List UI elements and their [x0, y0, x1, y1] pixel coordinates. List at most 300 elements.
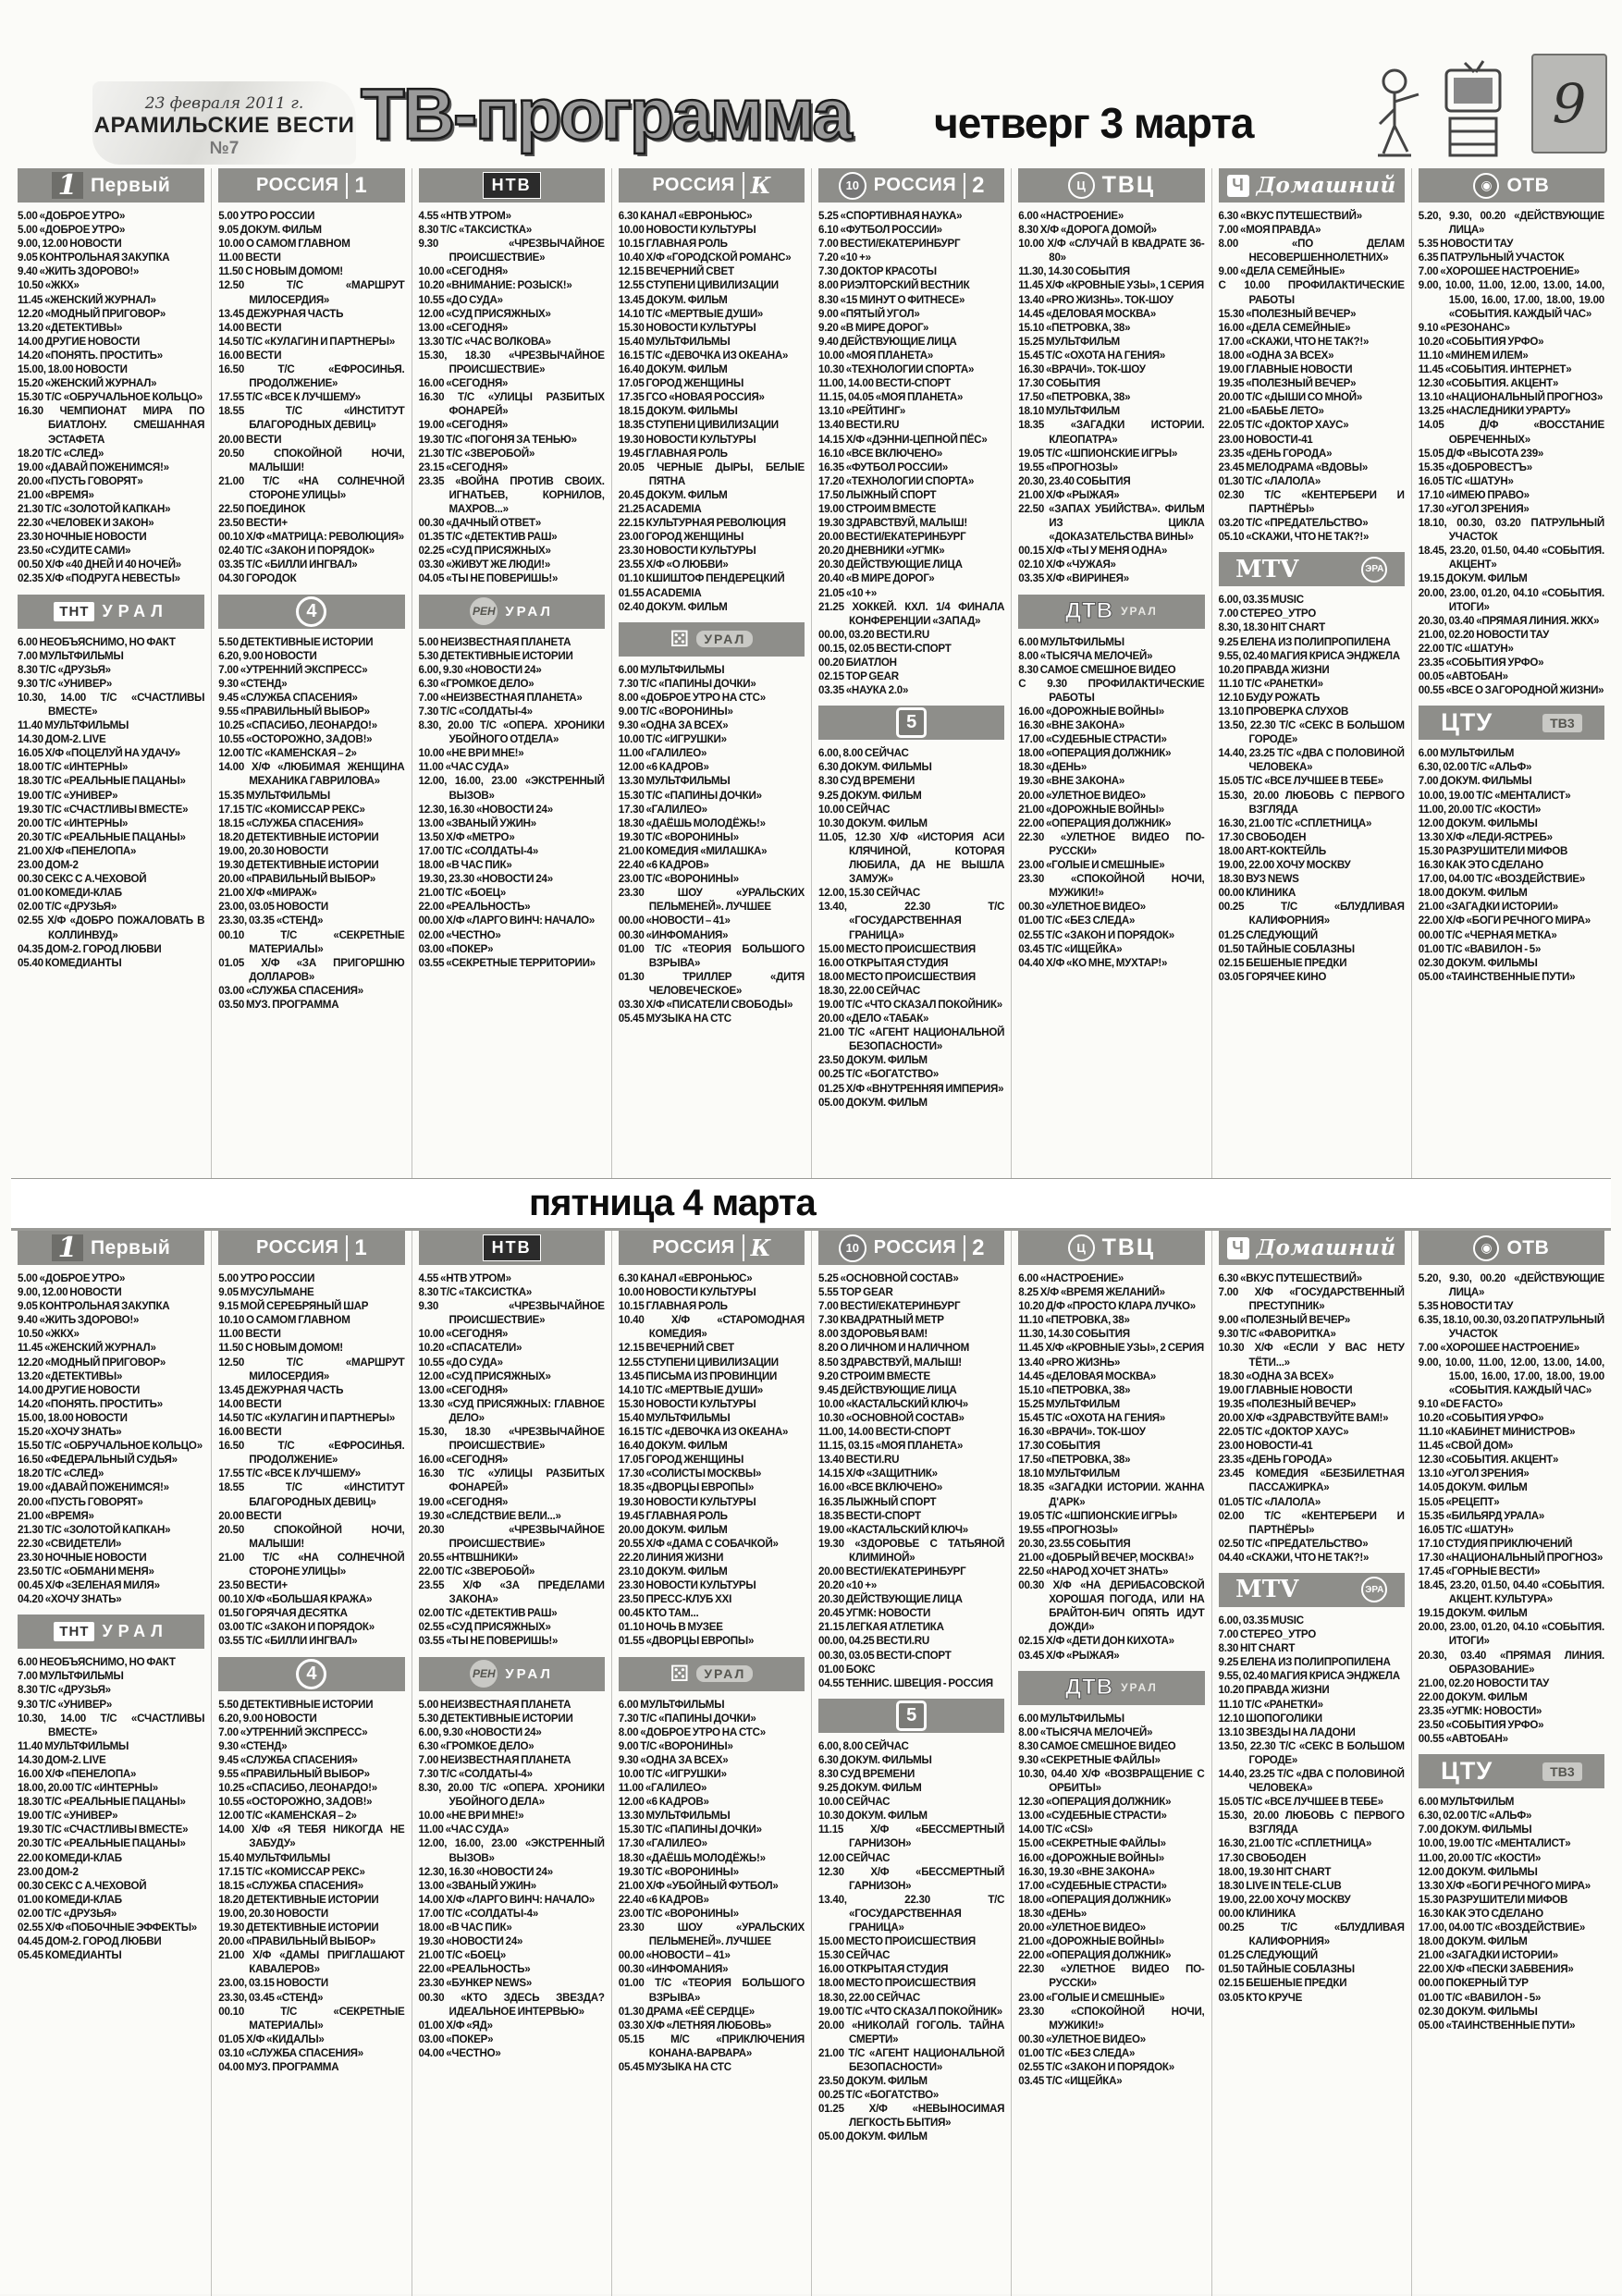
- program-entry: 10.55 «ОСТОРОЖНО, ЗАДОВ!»: [218, 1796, 373, 1809]
- program-entry: 19.30 Т/С «ВОРОНИНЫ»: [618, 830, 739, 843]
- rossiya2-logo-icon: 10: [839, 1234, 866, 1262]
- program-column: [811, 168, 1011, 1178]
- channel-name: УРАЛ: [505, 1665, 553, 1682]
- program-entry: 14.45 «ДЕЛОВАЯ МОСКВА»: [1018, 1369, 1157, 1382]
- program-entry: 03.05 ГОРЯЧЕЕ КИНО: [1218, 970, 1327, 983]
- program-entry: 22.00 ДОКУМ. ФИЛЬМ: [1418, 1690, 1528, 1703]
- program-list: [1018, 1271, 1204, 1663]
- program-entry: 01.30 ДРАМА «ЕЁ СЕРДЦЕ»: [618, 2005, 756, 2018]
- program-entry: 00.00, 04.25 ВЕСТИ.RU: [818, 1635, 930, 1648]
- program-entry: 18.00 «В ЧАС ПИК»: [418, 1922, 512, 1934]
- channel-block: [1419, 1754, 1604, 2032]
- program-entry: 02.40 ДОКУМ. ФИЛЬМ: [618, 600, 728, 613]
- program-entry: 16.40 ДОКУМ. ФИЛЬМ: [618, 1440, 728, 1453]
- day-banner-friday: пятница 4 марта: [529, 1183, 816, 1223]
- program-entry: 22.50 «ЗАПАХ УБИЙСТВА». ФИЛЬМ ИЗ ЦИКЛА «ДОКАЗАТЕЛЬСТВА ВИНЫ»: [1018, 502, 1205, 544]
- program-entry: 19.55 «ПРОГНОЗЫ»: [1018, 1523, 1118, 1536]
- program-entry: 00.30 СЕКС С А.ЧЕХОВОЙ: [18, 1879, 147, 1892]
- program-entry: 03.20 Т/С «ПРЕДАТЕЛЬСТВО»: [1218, 517, 1369, 530]
- program-entry: 18.00, 20.00 Т/С «ИНТЕРНЫ»: [18, 1782, 158, 1795]
- channel-block: [818, 168, 1004, 697]
- channel-block: [1219, 552, 1405, 984]
- channel-header: [818, 706, 1004, 740]
- program-entry: 16.30, 21.00 Т/С «СПЛЕТНИЦА»: [1218, 1837, 1372, 1850]
- program-entry: 10.30, 14.00 Т/С «СЧАСТЛИВЫ ВМЕСТЕ»: [18, 691, 205, 718]
- program-entry: 00.00 КЛИНИКА: [1218, 887, 1296, 900]
- program-entry: 21.00 «ВРЕМЯ»: [18, 488, 94, 501]
- program-entry: 23.35 «ДЕНЬ ГОРОДА»: [1218, 447, 1333, 460]
- channel-name: УРАЛ: [696, 631, 753, 647]
- program-entry: 8.00 РИЭЛТОРСКИЙ ВЕСТНИК: [818, 279, 970, 292]
- program-entry: 23.30 НОЧНЫЕ НОВОСТИ: [18, 531, 147, 544]
- program-entry: 18.10 МУЛЬТФИЛЬМ: [1018, 405, 1120, 418]
- program-entry: 00.15 Х/Ф «ТЫ У МЕНЯ ОДНА»: [1018, 545, 1168, 558]
- program-entry: 20.00 «ДЕЛО «ТАБАК»: [818, 1013, 929, 1025]
- program-entry: 17.30 «УГОЛ ЗРЕНИЯ»: [1418, 502, 1530, 515]
- program-entry: 02.55 Т/С «ЗАКОН И ПОРЯДОК»: [1018, 2060, 1174, 2073]
- program-entry: 13.40 «PRO ЖИЗНЬ». ТОК-ШОУ: [1018, 293, 1173, 306]
- program-entry: 14.05 Д/Ф «ВОССТАНИЕ ОБРЕЧЕННЫХ»: [1418, 419, 1604, 446]
- friday-banner-band: [11, 1178, 1611, 1231]
- program-entry: 18.45, 23.20, 01.50, 04.40 «СОБЫТИЯ. АКЦЕНТ. КУЛЬТУРА»: [1418, 1579, 1604, 1606]
- program-entry: 04.55 ТЕННИС. ШВЕЦИЯ - РОССИЯ: [818, 1676, 993, 1689]
- program-entry: 10.00 О САМОМ ГЛАВНОМ: [218, 238, 350, 251]
- program-entry: 10.00 НОВОСТИ КУЛЬТУРЫ: [618, 224, 756, 237]
- program-entry: 22.40 «6 КАДРОВ»: [618, 859, 709, 872]
- program-entry: 20.50 СПОКОЙНОЙ НОЧИ, МАЛЫШИ!: [218, 447, 405, 473]
- program-entry: 23.55 Х/Ф «О ЛЮБВИ»: [618, 559, 729, 571]
- program-entry: 14.00 Х/Ф «ЛАРГО ВИНЧ: НАЧАЛО»: [418, 1893, 596, 1906]
- program-entry: 16.35 ЛЫЖНЫЙ СПОРТ: [818, 1495, 937, 1508]
- program-entry: 16.50 Т/С «ЕФРОСИНЬЯ. ПРОДОЛЖЕНИЕ»: [218, 1440, 405, 1467]
- newspaper-name: АРАМИЛЬСКИЕ ВЕСТИ: [93, 113, 355, 138]
- program-entry: 20.00 «УЛЕТНОЕ ВИДЕО»: [1018, 789, 1146, 802]
- program-entry: 21.30 Т/С «ЗВЕРОБОЙ»: [418, 447, 535, 460]
- program-entry: 7.00 ВЕСТИ/ЕКАТЕРИНБУРГ: [818, 1300, 961, 1313]
- channel-header: [1219, 1231, 1405, 1265]
- program-entry: 19.30 «СЛЕДСТВИЕ ВЕЛИ...»: [418, 1509, 561, 1522]
- program-entry: 9.25 ЕЛЕНА ИЗ ПОЛИПРОПИЛЕНА: [1218, 635, 1391, 648]
- ctu-logo-icon: ЦТУ: [1441, 1757, 1493, 1786]
- program-entry: 00.30 «УЛЕТНОЕ ВИДЕО»: [1018, 901, 1146, 914]
- program-entry: 21.00 Х/Ф «РЫЖАЯ»: [1018, 488, 1120, 501]
- channel-name: Домашний: [1256, 173, 1396, 198]
- program-entry: 17.30 «ГАЛИЛЕО»: [618, 803, 707, 816]
- program-entry: 04.20 «ХОЧУ ЗНАТЬ»: [18, 1593, 122, 1606]
- program-entry: 11.05, 12.30 Х/Ф «ИСТОРИЯ АСИ КЛЯЧИНОЙ, КОТОРАЯ ЛЮБИЛА, ДА НЕ ВЫШЛА ЗАМУЖ»: [818, 830, 1005, 886]
- ch5-logo-icon: 5: [896, 707, 927, 738]
- program-entry: 05.45 МУЗЫКА НА СТС: [618, 2060, 731, 2073]
- program-entry: 6.35, 18.10, 00.30, 03.20 ПАТРУЛЬНЫЙ УЧАСТОК: [1418, 1314, 1604, 1341]
- channel-header: [619, 1657, 805, 1691]
- program-entry: 00.30 СЕКС С А.ЧЕХОВОЙ: [18, 873, 147, 886]
- program-entry: 9.05 КОНТРОЛЬНАЯ ЗАКУПКА: [18, 1300, 170, 1313]
- program-entry: 20.55 Х/Ф «ДАМА С СОБАЧКОЙ»: [618, 1537, 779, 1550]
- channel-block: [619, 168, 805, 614]
- program-entry: 9.30 «СТЕНД»: [218, 677, 288, 690]
- program-entry: 00.25 Т/С «БЛУДЛИВАЯ КАЛИФОРНИЯ»: [1218, 901, 1405, 927]
- program-entry: 22.30 «УЛЕТНОЕ ВИДЕО ПО-РУССКИ»: [1018, 1963, 1205, 1990]
- program-entry: 15.05 Т/С «ВСЕ ЛУЧШЕЕ В ТЕБЕ»: [1218, 1796, 1383, 1809]
- program-entry: 6.00, 03.35 MUSIC: [1218, 1614, 1304, 1627]
- program-entry: 19.00 «ДАВАЙ ПОЖЕНИМСЯ!»: [18, 1481, 169, 1494]
- program-entry: 6.30 «ВКУС ПУТЕШЕСТВИЙ»: [1218, 210, 1362, 222]
- program-entry: 21.00 «ДОБРЫЙ ВЕЧЕР, МОСКВА!»: [1018, 1551, 1195, 1564]
- dom-logo-icon: Ч: [1227, 1237, 1249, 1259]
- program-entry: 20.00 «ПУСТЬ ГОВОРЯТ»: [18, 1495, 143, 1508]
- program-entry: 23.30 «СПОКОЙНОЙ НОЧИ, МУЖИКИ!»: [1018, 2005, 1205, 2032]
- program-entry: 20.30, 03.40 «ПРЯМАЯ ЛИНИЯ. ОБРАЗОВАНИЕ»: [1418, 1649, 1604, 1676]
- program-entry: 02.00 Т/С «ДЕТЕКТИВ РАШ»: [418, 1607, 558, 1620]
- channel-block: [1419, 706, 1604, 984]
- program-entry: 19.00 Т/С «УНИВЕР»: [18, 1810, 118, 1823]
- program-entry: 23.00 НОВОСТИ-41: [1218, 1440, 1313, 1453]
- program-entry: 13.30 Х/Ф «ЛЕДИ-ЯСТРЕБ»: [1418, 830, 1553, 843]
- channel-name: УРАЛ: [102, 601, 168, 620]
- program-entry: 16.10 «ВСЕ ВКЛЮЧЕНО»: [818, 447, 943, 460]
- program-entry: 01.25 СЛЕДУЮЩИЙ: [1218, 1949, 1318, 1962]
- program-entry: 5.00 НЕИЗВЕСТНАЯ ПЛАНЕТА: [418, 635, 571, 648]
- program-entry: 02.00 Т/С «ДРУЗЬЯ»: [18, 1907, 117, 1920]
- program-entry: 02.15 Х/Ф «ДЕТИ ДОН КИХОТА»: [1018, 1635, 1174, 1648]
- friday-section: [0, 1231, 1622, 2296]
- program-entry: 19.00 СТРОИМ ВМЕСТЕ: [818, 502, 937, 515]
- program-list: [419, 1271, 605, 1649]
- program-entry: 01.55 «ДВОРЦЫ ЕВРОПЫ»: [618, 1635, 755, 1648]
- channel-header: [1419, 706, 1604, 740]
- program-entry: 14.40, 23.25 Т/С «ДВА С ПОЛОВИНОЙ ЧЕЛОВЕКА»: [1218, 1768, 1405, 1795]
- program-entry: 14.00 ДРУГИЕ НОВОСТИ: [18, 335, 141, 348]
- program-entry: 19.00 ГЛАВНЫЕ НОВОСТИ: [1218, 1383, 1353, 1396]
- program-list: [419, 209, 605, 586]
- channel-name: Первый: [90, 1236, 171, 1259]
- program-entry: 12.30 «ОПЕРАЦИЯ ДОЛЖНИК»: [1018, 1796, 1172, 1809]
- program-entry: 6.00 МУЛЬТФИЛЬМЫ: [1018, 635, 1124, 648]
- program-entry: 7.30 ДОКТОР КРАСОТЫ: [818, 265, 937, 278]
- channel-block: [218, 595, 404, 1013]
- channel-header: [419, 595, 605, 629]
- channel-name: УРАЛ: [1121, 1681, 1158, 1695]
- program-entry: 16.30 «ВРАЧИ». ТОК-ШОУ: [1018, 363, 1146, 376]
- ntv-logo-icon: НТВ: [483, 1234, 541, 1261]
- pervy-logo-icon: 1: [52, 172, 83, 199]
- program-entry: 5.55 TOP GEAR: [818, 1286, 893, 1299]
- program-entry: 00.25 Т/С «БОГАТСТВО»: [818, 2089, 940, 2102]
- program-entry: 20.20 ДНЕВНИКИ «УГМК»: [818, 545, 945, 558]
- program-entry: 21.00 Х/Ф «ПЕНЕЛОПА»: [18, 844, 137, 857]
- program-entry: 9.00, 12.00 НОВОСТИ: [18, 1286, 122, 1299]
- channel-block: [1219, 168, 1405, 544]
- program-entry: 15.30, 18.30 «ЧРЕЗВЫЧАЙНОЕ ПРОИСШЕСТВИЕ»: [418, 349, 605, 376]
- program-entry: 7.00 «НЕИЗВЕСТНАЯ ПЛАНЕТА»: [418, 691, 583, 704]
- program-list: [1419, 1271, 1604, 1746]
- program-entry: 01.00 Т/С «ТЕОРИЯ БОЛЬШОГО ВЗРЫВА»: [618, 1977, 805, 2004]
- program-entry: 15.35 «ДОБРОВЕСТЪ»: [1418, 460, 1532, 473]
- program-entry: 15.00 МЕСТО ПРОИСШЕСТВИЯ: [818, 942, 976, 955]
- channel-block: [218, 168, 404, 586]
- program-entry: 9.30 «ЧРЕЗВЫЧАЙНОЕ ПРОИСШЕСТВИЕ»: [418, 238, 605, 264]
- program-entry: 6.30 «ВКУС ПУТЕШЕСТВИЙ»: [1218, 1272, 1362, 1284]
- program-entry: 11.00 ВЕСТИ: [218, 1328, 281, 1341]
- program-entry: 12.50 Т/С «МАРШРУТ МИЛОСЕРДИЯ»: [218, 279, 405, 306]
- channel-header: [818, 1231, 1004, 1265]
- channel-block: [1018, 1671, 1204, 2089]
- program-entry: 18.00 ART-КОКТЕЙЛЬ: [1218, 844, 1326, 857]
- program-entry: 11.50 С НОВЫМ ДОМОМ!: [218, 1342, 343, 1355]
- program-entry: 23.00 «ГОЛЫЕ И СМЕШНЫЕ»: [1018, 859, 1165, 872]
- program-entry: 18.00 ДОКУМ. ФИЛЬМ: [1418, 1935, 1528, 1948]
- program-entry: 20.45 ДОКУМ. ФИЛЬМ: [618, 488, 728, 501]
- program-list: [619, 1271, 805, 1649]
- program-entry: 9.40 «ЖИТЬ ЗДОРОВО!»: [18, 1314, 140, 1327]
- program-list: [619, 663, 805, 1025]
- program-entry: 19.00, 22.00 ХОЧУ МОСКВУ: [1218, 1893, 1351, 1906]
- program-entry: 15.25 МУЛЬТФИЛЬМ: [1018, 335, 1120, 348]
- program-entry: 9.00, 12.00 НОВОСТИ: [18, 238, 122, 251]
- program-entry: 7.00 Х/Ф «ГОСУДАРСТВЕННЫЙ ПРЕСТУПНИК»: [1218, 1286, 1405, 1313]
- program-entry: 16.00 ВЕСТИ: [218, 1426, 282, 1439]
- program-entry: 16.00 «СЕГОДНЯ»: [418, 377, 509, 390]
- newspaper-logo: [92, 81, 356, 165]
- program-entry: 00.00 «НОВОСТИ – 41»: [618, 1949, 731, 1962]
- program-entry: 03.30 «ЖИВУТ ЖЕ ЛЮДИ!»: [418, 559, 551, 571]
- program-entry: 23.10 ДОКУМ. ФИЛЬМ: [618, 1565, 728, 1578]
- program-entry: 15.40 МУЛЬТФИЛЬМЫ: [618, 1411, 731, 1424]
- program-entry: 6.00 МУЛЬТФИЛЬМЫ: [618, 663, 725, 676]
- program-list: [419, 635, 605, 970]
- program-entry: 6.20, 9.00 НОВОСТИ: [218, 1712, 317, 1725]
- program-entry: 19.00 «ДАВАЙ ПОЖЕНИМСЯ!»: [18, 460, 169, 473]
- program-entry: 10.00 СЕЙЧАС: [818, 803, 891, 816]
- channel-header: [18, 1615, 204, 1649]
- program-entry: 16.30, 19.30 «ВНЕ ЗАКОНА»: [1018, 1865, 1155, 1878]
- program-entry: 10.20 Д/Ф «ПРОСТО КЛАРА ЛУЧКО»: [1018, 1300, 1197, 1313]
- program-entry: 7.00 МУЛЬТФИЛЬМЫ: [18, 649, 124, 662]
- program-entry: 6.30 КАНАЛ «ЕВРОНЬЮС»: [618, 210, 753, 222]
- program-entry: 15.30, 20.00 ЛЮБОВЬ С ПЕРВОГО ВЗГЛЯДА: [1218, 789, 1405, 816]
- program-entry: 10.20 «СОБЫТИЯ УРФО»: [1418, 1411, 1544, 1424]
- program-entry: 16.50 Т/С «ЕФРОСИНЬЯ. ПРОДОЛЖЕНИЕ»: [218, 363, 405, 390]
- program-entry: 13.25 «НАСЛЕДНИКИ УРАРТУ»: [1418, 405, 1571, 418]
- program-entry: 23.00, 03.05 НОВОСТИ: [218, 901, 328, 914]
- program-entry: 11.10 Т/С «РАНЕТКИ»: [1218, 1698, 1323, 1711]
- program-entry: 19.05 Т/С «ШПИОНСКИЕ ИГРЫ»: [1018, 1509, 1178, 1522]
- program-entry: 12.00 Т/С «КАМЕНСКАЯ – 2»: [218, 747, 357, 760]
- program-entry: 23.55 Х/Ф «ЗА ПРЕДЕЛАМИ ЗАКОНА»: [418, 1579, 605, 1606]
- program-entry: 17.15 Т/С «КОМИССАР РЕКС»: [218, 1865, 365, 1878]
- channel-name: РОССИЯ: [873, 1237, 957, 1258]
- program-entry: 6.20, 9.00 НОВОСТИ: [218, 649, 317, 662]
- program-column: [412, 168, 611, 1178]
- program-entry: 8.30 Т/С «ДРУЗЬЯ»: [18, 1684, 111, 1697]
- program-entry: 5.30 ДЕТЕКТИВНЫЕ ИСТОРИИ: [418, 649, 573, 662]
- channel-block: [419, 1657, 605, 2060]
- channel-name: ОТВ: [1506, 1236, 1550, 1259]
- program-entry: 00.00 Т/С «ЧЕРНАЯ МЕТКА»: [1418, 928, 1557, 941]
- program-entry: 19.30 ДЕТЕКТИВНЫЕ ИСТОРИИ: [218, 1922, 379, 1934]
- program-entry: 9.30 «СТЕНД»: [218, 1739, 288, 1752]
- program-entry: 20.30 «ЧРЕЗВЫЧАЙНОЕ ПРОИСШЕСТВИЕ»: [418, 1523, 605, 1550]
- channel-block: [1419, 168, 1604, 697]
- program-entry: 15.05 «РЕЦЕПТ»: [1418, 1495, 1500, 1508]
- program-entry: 20.55 «НТВШНИКИ»: [418, 1551, 519, 1564]
- program-entry: 19.00 ГЛАВНЫЕ НОВОСТИ: [1218, 363, 1353, 376]
- program-entry: 13.40 ВЕСТИ.RU: [818, 1454, 900, 1467]
- program-entry: 15.45 Т/С «ОХОТА НА ГЕНИЯ»: [1018, 1411, 1166, 1424]
- channel-block: [1419, 1231, 1604, 1746]
- program-entry: 23.50 ВЕСТИ+: [218, 1579, 288, 1592]
- program-entry: 16.40 ДОКУМ. ФИЛЬМ: [618, 363, 728, 376]
- program-entry: 12.15 ВЕЧЕРНИЙ СВЕТ: [618, 265, 734, 278]
- program-entry: 8.30 Т/С «ТАКСИСТКА»: [418, 1286, 533, 1299]
- tvc-logo-icon: Ц: [1068, 172, 1095, 199]
- channel-block: [218, 1657, 404, 2075]
- program-entry: 20.00 «ПУСТЬ ГОВОРЯТ»: [18, 474, 143, 487]
- program-entry: 17.30 СОБЫТИЯ: [1018, 377, 1100, 390]
- program-entry: 21.00 «ДОРОЖНЫЕ ВОЙНЫ»: [1018, 1935, 1164, 1948]
- program-entry: 10.15 ГЛАВНАЯ РОЛЬ: [618, 1300, 728, 1313]
- program-entry: 15.30, 20.00 ЛЮБОВЬ С ПЕРВОГО ВЗГЛЯДА: [1218, 1810, 1405, 1836]
- program-entry: 21.00 «БАБЬЕ ЛЕТО»: [1218, 405, 1324, 418]
- program-entry: 23.00 НОВОСТИ-41: [1218, 433, 1313, 446]
- program-entry: 16.00 ОТКРЫТАЯ СТУДИЯ: [818, 1963, 949, 1976]
- otv-logo-icon: ◉: [1473, 173, 1499, 199]
- program-entry: 19.05 Т/С «ШПИОНСКИЕ ИГРЫ»: [1018, 447, 1178, 460]
- program-entry: 21.00 Х/Ф «ДАМЫ ПРИГЛАШАЮТ КАВАЛЕРОВ»: [218, 1949, 405, 1976]
- program-entry: 03.35 Т/С «БИЛЛИ ИНГВАЛ»: [218, 559, 358, 571]
- program-entry: 17.50 «ПЕТРОВКА, 38»: [1018, 391, 1131, 404]
- ch4-logo-icon: 4: [296, 1659, 326, 1689]
- program-entry: 18.00 МЕСТО ПРОИСШЕСТВИЯ: [818, 1977, 976, 1990]
- program-list: [218, 635, 404, 1013]
- channel-header: [619, 1231, 805, 1265]
- program-entry: 14.50 Т/С «КУЛАГИН И ПАРТНЕРЫ»: [218, 1411, 396, 1424]
- program-entry: 20.00 «ПРАВИЛЬНЫЙ ВЫБОР»: [218, 873, 376, 886]
- program-list: [1219, 593, 1405, 984]
- program-entry: 23.50 ВЕСТИ+: [218, 517, 288, 530]
- program-entry: 15.20 «ЖЕНСКИЙ ЖУРНАЛ»: [18, 377, 157, 390]
- program-entry: 16.30 ЧЕМПИОНАТ МИРА ПО БИАТЛОНУ. СМЕШАННАЯ ЭСТАФЕТА: [18, 405, 205, 446]
- program-entry: 19.30 Т/С «ВОРОНИНЫ»: [618, 1865, 739, 1878]
- channel-name: РОССИЯ: [652, 1237, 735, 1258]
- program-entry: 22.20 ЛИНИЯ ЖИЗНИ: [618, 1551, 724, 1564]
- program-entry: 11.00, 20.00 Т/С «КОСТИ»: [1418, 1851, 1542, 1864]
- program-entry: 21.05 «10 +»: [818, 586, 878, 599]
- program-entry: 23.30 «БУНКЕР NEWS»: [418, 1977, 533, 1990]
- program-entry: 8.20 О ЛИЧНОМ И НАЛИЧНОМ: [818, 1342, 970, 1355]
- program-column: [1211, 168, 1411, 1178]
- program-entry: 15.30 НОВОСТИ КУЛЬТУРЫ: [618, 321, 756, 334]
- program-entry: 13.50, 22.30 Т/С «СЕКС В БОЛЬШОМ ГОРОДЕ»: [1218, 719, 1405, 746]
- program-entry: 01.00 Т/С «ВАВИЛОН - 5»: [1418, 1991, 1542, 2004]
- program-entry: 20.50 СПОКОЙНОЙ НОЧИ, МАЛЫШИ!: [218, 1523, 405, 1550]
- program-entry: 9.00, 10.00, 11.00, 12.00, 13.00, 14.00, 15.00, 16.00, 17.00, 18.00, 19.00 «СОБЫТИЯ. КАЖДЫЙ ЧАС»: [1418, 279, 1604, 320]
- channel-header: [218, 1657, 404, 1691]
- program-entry: 02.15 БЕШЕНЫЕ ПРЕДКИ: [1218, 1977, 1347, 1990]
- program-entry: 7.00 МУЛЬТФИЛЬМЫ: [18, 1670, 124, 1683]
- program-entry: 7.30 Т/С «СОЛДАТЫ-4»: [418, 706, 533, 718]
- program-entry: 20.00 «НИКОЛАЙ ГОГОЛЬ. ТАЙНА СМЕРТИ»: [818, 2019, 1005, 2045]
- program-entry: 10.00 СЕЙЧАС: [818, 1796, 891, 1809]
- program-list: [1419, 746, 1604, 984]
- program-entry: 01.05 Х/Ф «КИДАЛЫ»: [218, 2032, 325, 2045]
- program-entry: 15.40 МУЛЬТФИЛЬМЫ: [618, 335, 731, 348]
- program-entry: 13.30 Х/Ф «БОГИ РЕЧНОГО МИРА»: [1418, 1879, 1591, 1892]
- program-entry: 10.30, 14.00 Т/С «СЧАСТЛИВЫ ВМЕСТЕ»: [18, 1712, 205, 1738]
- ctu-logo-secondary-icon: ТВ3: [1542, 1762, 1581, 1781]
- tvc-logo-icon: Ц: [1068, 1234, 1095, 1261]
- program-list: [1219, 1271, 1405, 1565]
- program-entry: 8.30 Т/С «ДРУЗЬЯ»: [18, 663, 111, 676]
- channel-block: [419, 595, 605, 970]
- program-entry: 14.40, 23.25 Т/С «ДВА С ПОЛОВИНОЙ ЧЕЛОВЕКА»: [1218, 747, 1405, 774]
- program-entry: 19.30 Т/С «ПОГОНЯ ЗА ТЕНЬЮ»: [418, 433, 577, 446]
- program-entry: С 9.30 ПРОФИЛАКТИЧЕСКИЕ РАБОТЫ: [1018, 677, 1205, 704]
- program-entry: 13.45 ДЕЖУРНАЯ ЧАСТЬ: [218, 1383, 344, 1396]
- program-entry: 7.00 ДОКУМ. ФИЛЬМЫ: [1418, 775, 1532, 788]
- mtv-logo-secondary-icon: ЭРА: [1361, 557, 1387, 583]
- program-entry: 22.05 Т/С «ДОКТОР ХАУС»: [1218, 419, 1349, 432]
- program-entry: 20.30, 23.55 СОБЫТИЯ: [1018, 1537, 1131, 1550]
- program-entry: 10.55 «ДО СУДА»: [418, 1356, 503, 1369]
- program-entry: 00.20 БИАТЛОН: [818, 657, 897, 669]
- sts-logo-icon: ⚄: [670, 1661, 690, 1687]
- program-entry: 10.30 «ТЕХНОЛОГИИ СПОРТА»: [818, 363, 975, 376]
- program-entry: 14.00 Т/С «CSI»: [1018, 1823, 1093, 1836]
- program-entry: 00.05 «АВТОБАН»: [1418, 670, 1508, 683]
- program-entry: 17.00 Т/С «СОЛДАТЫ-4»: [418, 844, 539, 857]
- program-entry: 21.00, 02.20 НОВОСТИ ТАУ: [1418, 1676, 1550, 1689]
- program-entry: 04.40 Х/Ф «КО МНЕ, МУХТАР!»: [1018, 956, 1168, 969]
- program-entry: 9.00 «ДЕЛА СЕМЕЙНЫЕ»: [1218, 265, 1346, 278]
- program-entry: 21.30 Т/С «ЗОЛОТОЙ КАПКАН»: [18, 502, 171, 515]
- program-entry: 19.30, 23.30 «НОВОСТИ 24»: [418, 873, 553, 886]
- program-entry: 11.10 «МИНЕМ ИЛЕМ»: [1418, 349, 1529, 362]
- program-entry: 20.30 ДЕЙСТВУЮЩИЕ ЛИЦА: [818, 1593, 963, 1606]
- program-entry: 7.00 ДОКУМ. ФИЛЬМЫ: [1418, 1823, 1532, 1836]
- program-entry: 9.45 «СЛУЖБА СПАСЕНИЯ»: [218, 1753, 358, 1766]
- program-entry: 8.30 СУД ВРЕМЕНИ: [818, 775, 915, 788]
- program-entry: 20.00 Т/С «ДЫШИ СО МНОЙ»: [1218, 391, 1363, 404]
- channel-header: [218, 168, 404, 203]
- program-entry: 01.00 Т/С «ВАВИЛОН - 5»: [1418, 942, 1542, 955]
- program-entry: 13.00 «СЕГОДНЯ»: [418, 1383, 509, 1396]
- program-entry: 10.10 О САМОМ ГЛАВНОМ: [218, 1314, 350, 1327]
- program-entry: 17.30 СВОБОДЕН: [1218, 1851, 1307, 1864]
- program-entry: 22.00 «РЕАЛЬНОСТЬ»: [418, 901, 531, 914]
- program-entry: 6.10 «ФУТБОЛ РОССИИ»: [818, 224, 942, 237]
- program-entry: 10.00 «СЕГОДНЯ»: [418, 1328, 509, 1341]
- program-entry: 17.05 ГОРОД ЖЕНЩИНЫ: [618, 377, 744, 390]
- program-entry: 12.30 «СОБЫТИЯ. АКЦЕНТ»: [1418, 1454, 1559, 1467]
- program-entry: 18.35 «ДВОРЦЫ ЕВРОПЫ»: [618, 1481, 755, 1494]
- program-entry: 19.30 Т/С «СЧАСТЛИВЫ ВМЕСТЕ»: [18, 803, 189, 816]
- program-entry: 00.00 Х/Ф «ЛАРГО ВИНЧ: НАЧАЛО»: [418, 915, 596, 927]
- program-entry: 05.00 ДОКУМ. ФИЛЬМ: [818, 2130, 928, 2143]
- program-entry: 8.30 САМОЕ СМЕШНОЕ ВИДЕО: [1018, 663, 1176, 676]
- program-list: [818, 209, 1004, 697]
- program-entry: 02.30 ДОКУМ. ФИЛЬМЫ: [1418, 2005, 1538, 2018]
- program-entry: 14.50 Т/С «КУЛАГИН И ПАРТНЕРЫ»: [218, 335, 396, 348]
- program-entry: 6.00, 9.30 «НОВОСТИ 24»: [418, 663, 542, 676]
- program-entry: 23.00 Т/С «ВОРОНИНЫ»: [618, 873, 739, 886]
- channel-block: [818, 1699, 1004, 2144]
- program-entry: 18.35 «ЗАГАДКИ ИСТОРИИ. КЛЕОПАТРА»: [1018, 419, 1205, 446]
- program-entry: 11.30, 14.30 СОБЫТИЯ: [1018, 265, 1130, 278]
- rossiya2-logo-secondary-icon: 2: [964, 173, 984, 199]
- program-entry: 15.20 «ХОЧУ ЗНАТЬ»: [18, 1426, 122, 1439]
- program-entry: 7.00 СТЕРЕО_УТРО: [1218, 608, 1317, 620]
